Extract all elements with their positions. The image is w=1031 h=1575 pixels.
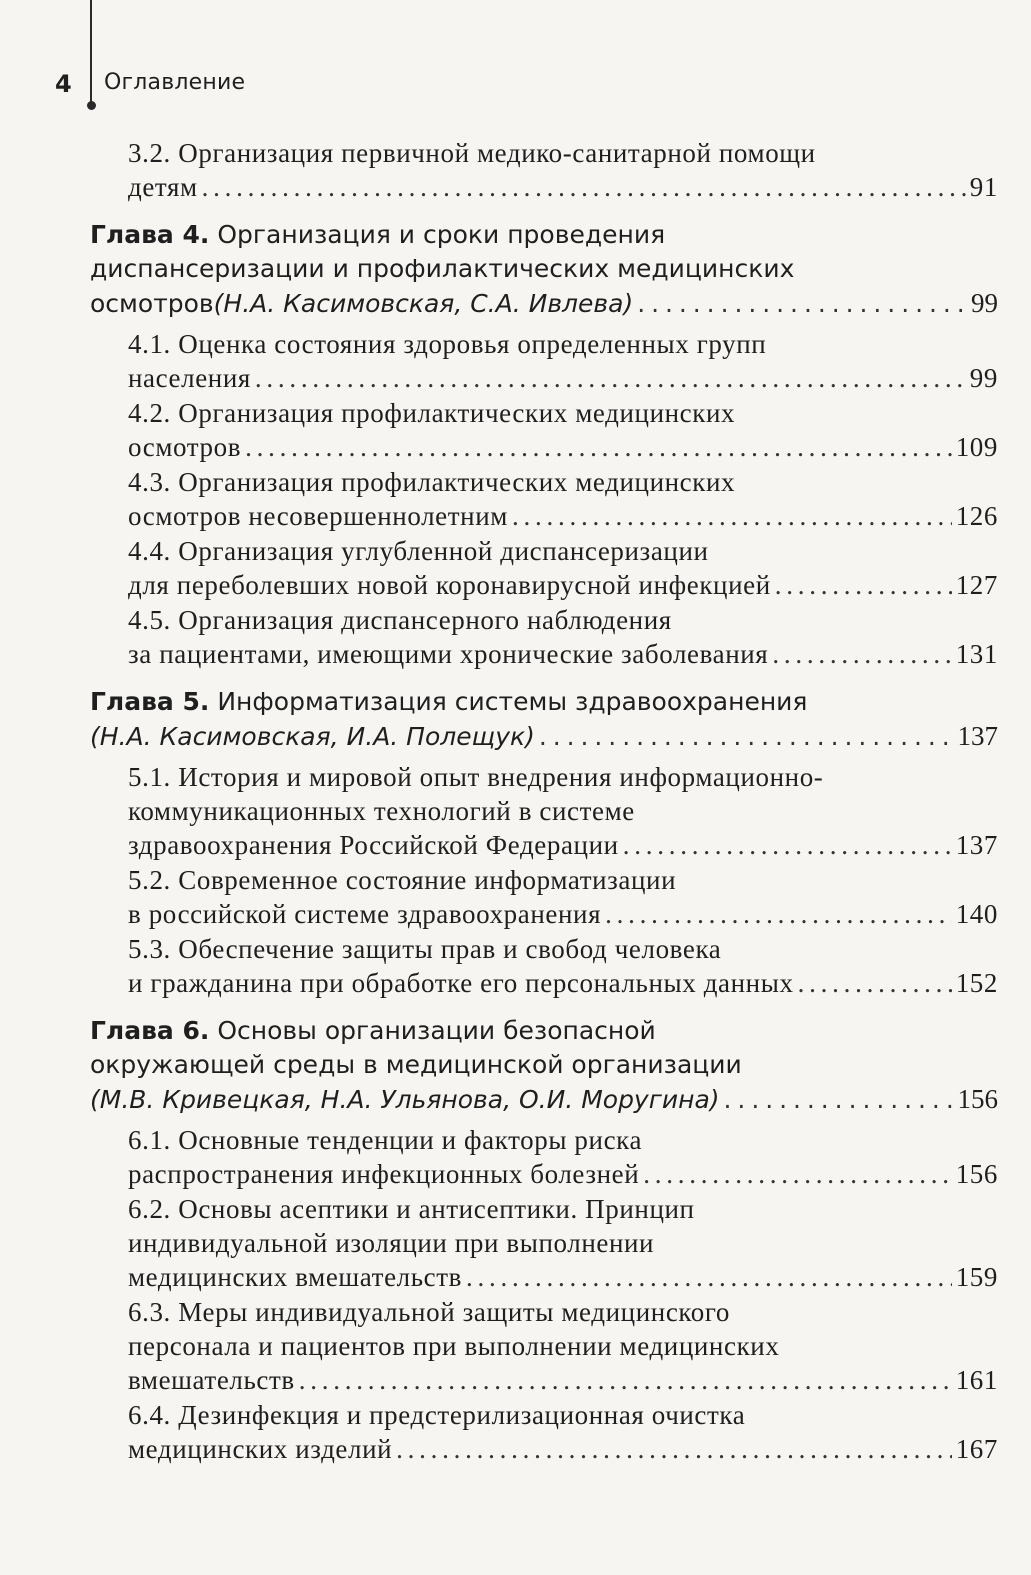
page-ref: 156	[955, 1159, 998, 1189]
toc-entry-3-2[interactable]	[90, 136, 998, 204]
dot-leader	[772, 637, 951, 671]
toc-entry-6-2[interactable]	[90, 1192, 998, 1294]
page-ref: 156	[957, 1084, 998, 1114]
chapter-authors: (Н.А. Касимовская, И.А. Полещук)	[90, 722, 535, 751]
chapter-authors: (М.В. Кривецкая, Н.А. Ульянова, О.И. Моругина)	[90, 1085, 720, 1114]
entry-text: 6.3. Меры индивидуальной защиты медицинского	[128, 1297, 730, 1327]
section-title: Оглавление	[104, 70, 246, 95]
entry-text: населения	[128, 363, 251, 393]
toc-entry-6-4[interactable]	[90, 1398, 998, 1466]
entry-text: 4.3. Организация профилактических медицинских	[128, 467, 736, 497]
chapter-title: Основы организации безопасной	[209, 1016, 656, 1045]
header-rule	[90, 0, 92, 106]
chapter-title: осмотров	[90, 289, 214, 318]
toc-chapter-4[interactable]	[90, 218, 998, 321]
page-ref: 127	[955, 570, 998, 600]
dot-leader	[637, 287, 967, 321]
page-ref: 109	[955, 432, 998, 462]
entry-text: медицинских вмешательств	[128, 1262, 462, 1292]
entry-text: 4.1. Оценка состояния здоровья определенных групп	[128, 329, 767, 359]
page-ref: 126	[955, 501, 998, 531]
entry-text: за пациентами, имеющими хронические заболевания	[128, 639, 769, 669]
entry-text: 6.4. Дезинфекция и предстерилизационная очистка	[128, 1400, 746, 1430]
toc-entry-4-5[interactable]	[90, 603, 998, 671]
toc-entry-4-4[interactable]	[90, 534, 998, 602]
dot-leader	[623, 828, 952, 862]
entry-text: 3.2. Организация первичной медико-санитарной помощи	[128, 138, 816, 168]
entry-text: коммуникационных технологий в системе	[128, 796, 635, 826]
toc-chapter-5[interactable]	[90, 685, 998, 754]
entry-text: персонала и пациентов при выполнении медицинских	[128, 1331, 780, 1361]
dot-leader	[299, 1363, 952, 1397]
page-ref: 140	[955, 899, 998, 929]
entry-text: медицинских изделий	[128, 1434, 393, 1464]
toc-chapter-6[interactable]	[90, 1014, 998, 1117]
page-ref: 91	[969, 172, 998, 202]
entry-text: вмешательств	[128, 1365, 295, 1395]
chapter-title: Информатизация системы здравоохранения	[209, 687, 808, 716]
dot-leader	[202, 170, 966, 204]
entry-text: 5.3. Обеспечение защиты прав и свобод человека	[128, 934, 722, 964]
dot-leader	[512, 499, 952, 533]
page-ref: 152	[955, 968, 998, 998]
chapter-title: окружающей среды в медицинской организации	[90, 1050, 742, 1079]
entry-text: для переболевших новой коронавирусной инфекцией	[128, 570, 771, 600]
page-ref: 99	[969, 363, 998, 393]
toc-entry-6-3[interactable]	[90, 1295, 998, 1397]
toc-entry-5-1[interactable]	[90, 760, 998, 862]
entry-text: в российской системе здравоохранения	[128, 899, 602, 929]
dot-leader	[245, 430, 952, 464]
dot-leader	[724, 1083, 954, 1117]
toc-entry-5-3[interactable]	[90, 932, 998, 1000]
page-ref: 131	[955, 639, 998, 669]
chapter-authors: (Н.А. Касимовская, С.А. Ивлева)	[213, 289, 634, 318]
page-ref: 99	[971, 288, 998, 318]
entry-text: 6.1. Основные тенденции и факторы риска	[128, 1125, 643, 1155]
toc-entry-4-1[interactable]	[90, 327, 998, 395]
entry-text: 4.2. Организация профилактических медицинских	[128, 398, 736, 428]
chapter-label: Глава 6.	[90, 1016, 210, 1045]
dot-leader	[643, 1157, 951, 1191]
header-rule-dot	[87, 101, 96, 110]
dot-leader	[396, 1432, 952, 1466]
page-ref: 161	[955, 1365, 998, 1395]
dot-leader	[798, 966, 952, 1000]
entry-text: здравоохранения Российской Федерации	[128, 830, 619, 860]
entry-text: детям	[128, 172, 198, 202]
dot-leader	[775, 568, 952, 602]
dot-leader	[255, 361, 966, 395]
chapter-label: Глава 5.	[90, 687, 210, 716]
dot-leader	[466, 1260, 952, 1294]
page-header	[0, 0, 1031, 120]
entry-text: 5.2. Современное состояние информатизации	[128, 865, 677, 895]
entry-text: 6.2. Основы асептики и антисептики. Принцип	[128, 1194, 695, 1224]
page-ref: 167	[955, 1434, 998, 1464]
toc-entry-4-3[interactable]	[90, 465, 998, 533]
toc-entry-6-1[interactable]	[90, 1123, 998, 1191]
entry-text: распространения инфекционных болезней	[128, 1159, 640, 1189]
page-ref: 159	[955, 1262, 998, 1292]
table-of-contents	[90, 136, 998, 1467]
chapter-label: Глава 4.	[90, 220, 210, 249]
entry-text: 4.5. Организация диспансерного наблюдения	[128, 605, 672, 635]
dot-leader	[539, 720, 954, 754]
entry-text: 4.4. Организация углубленной диспансеризации	[128, 536, 709, 566]
entry-text: осмотров	[128, 432, 242, 462]
entry-text: индивидуальной изоляции при выполнении	[128, 1228, 655, 1258]
chapter-title: диспансеризации и профилактических медицинских	[90, 254, 795, 283]
chapter-title: Организация и сроки проведения	[209, 220, 666, 249]
page-number: 4	[55, 70, 72, 98]
toc-entry-5-2[interactable]	[90, 863, 998, 931]
entry-text: и гражданина при обработке его персональных данных	[128, 968, 794, 998]
entry-text: 5.1. История и мировой опыт внедрения информационно-	[128, 762, 824, 792]
entry-text: осмотров несовершеннолетним	[128, 501, 508, 531]
toc-entry-4-2[interactable]	[90, 396, 998, 464]
page-ref: 137	[957, 721, 998, 751]
page-ref: 137	[955, 830, 998, 860]
dot-leader	[605, 897, 952, 931]
